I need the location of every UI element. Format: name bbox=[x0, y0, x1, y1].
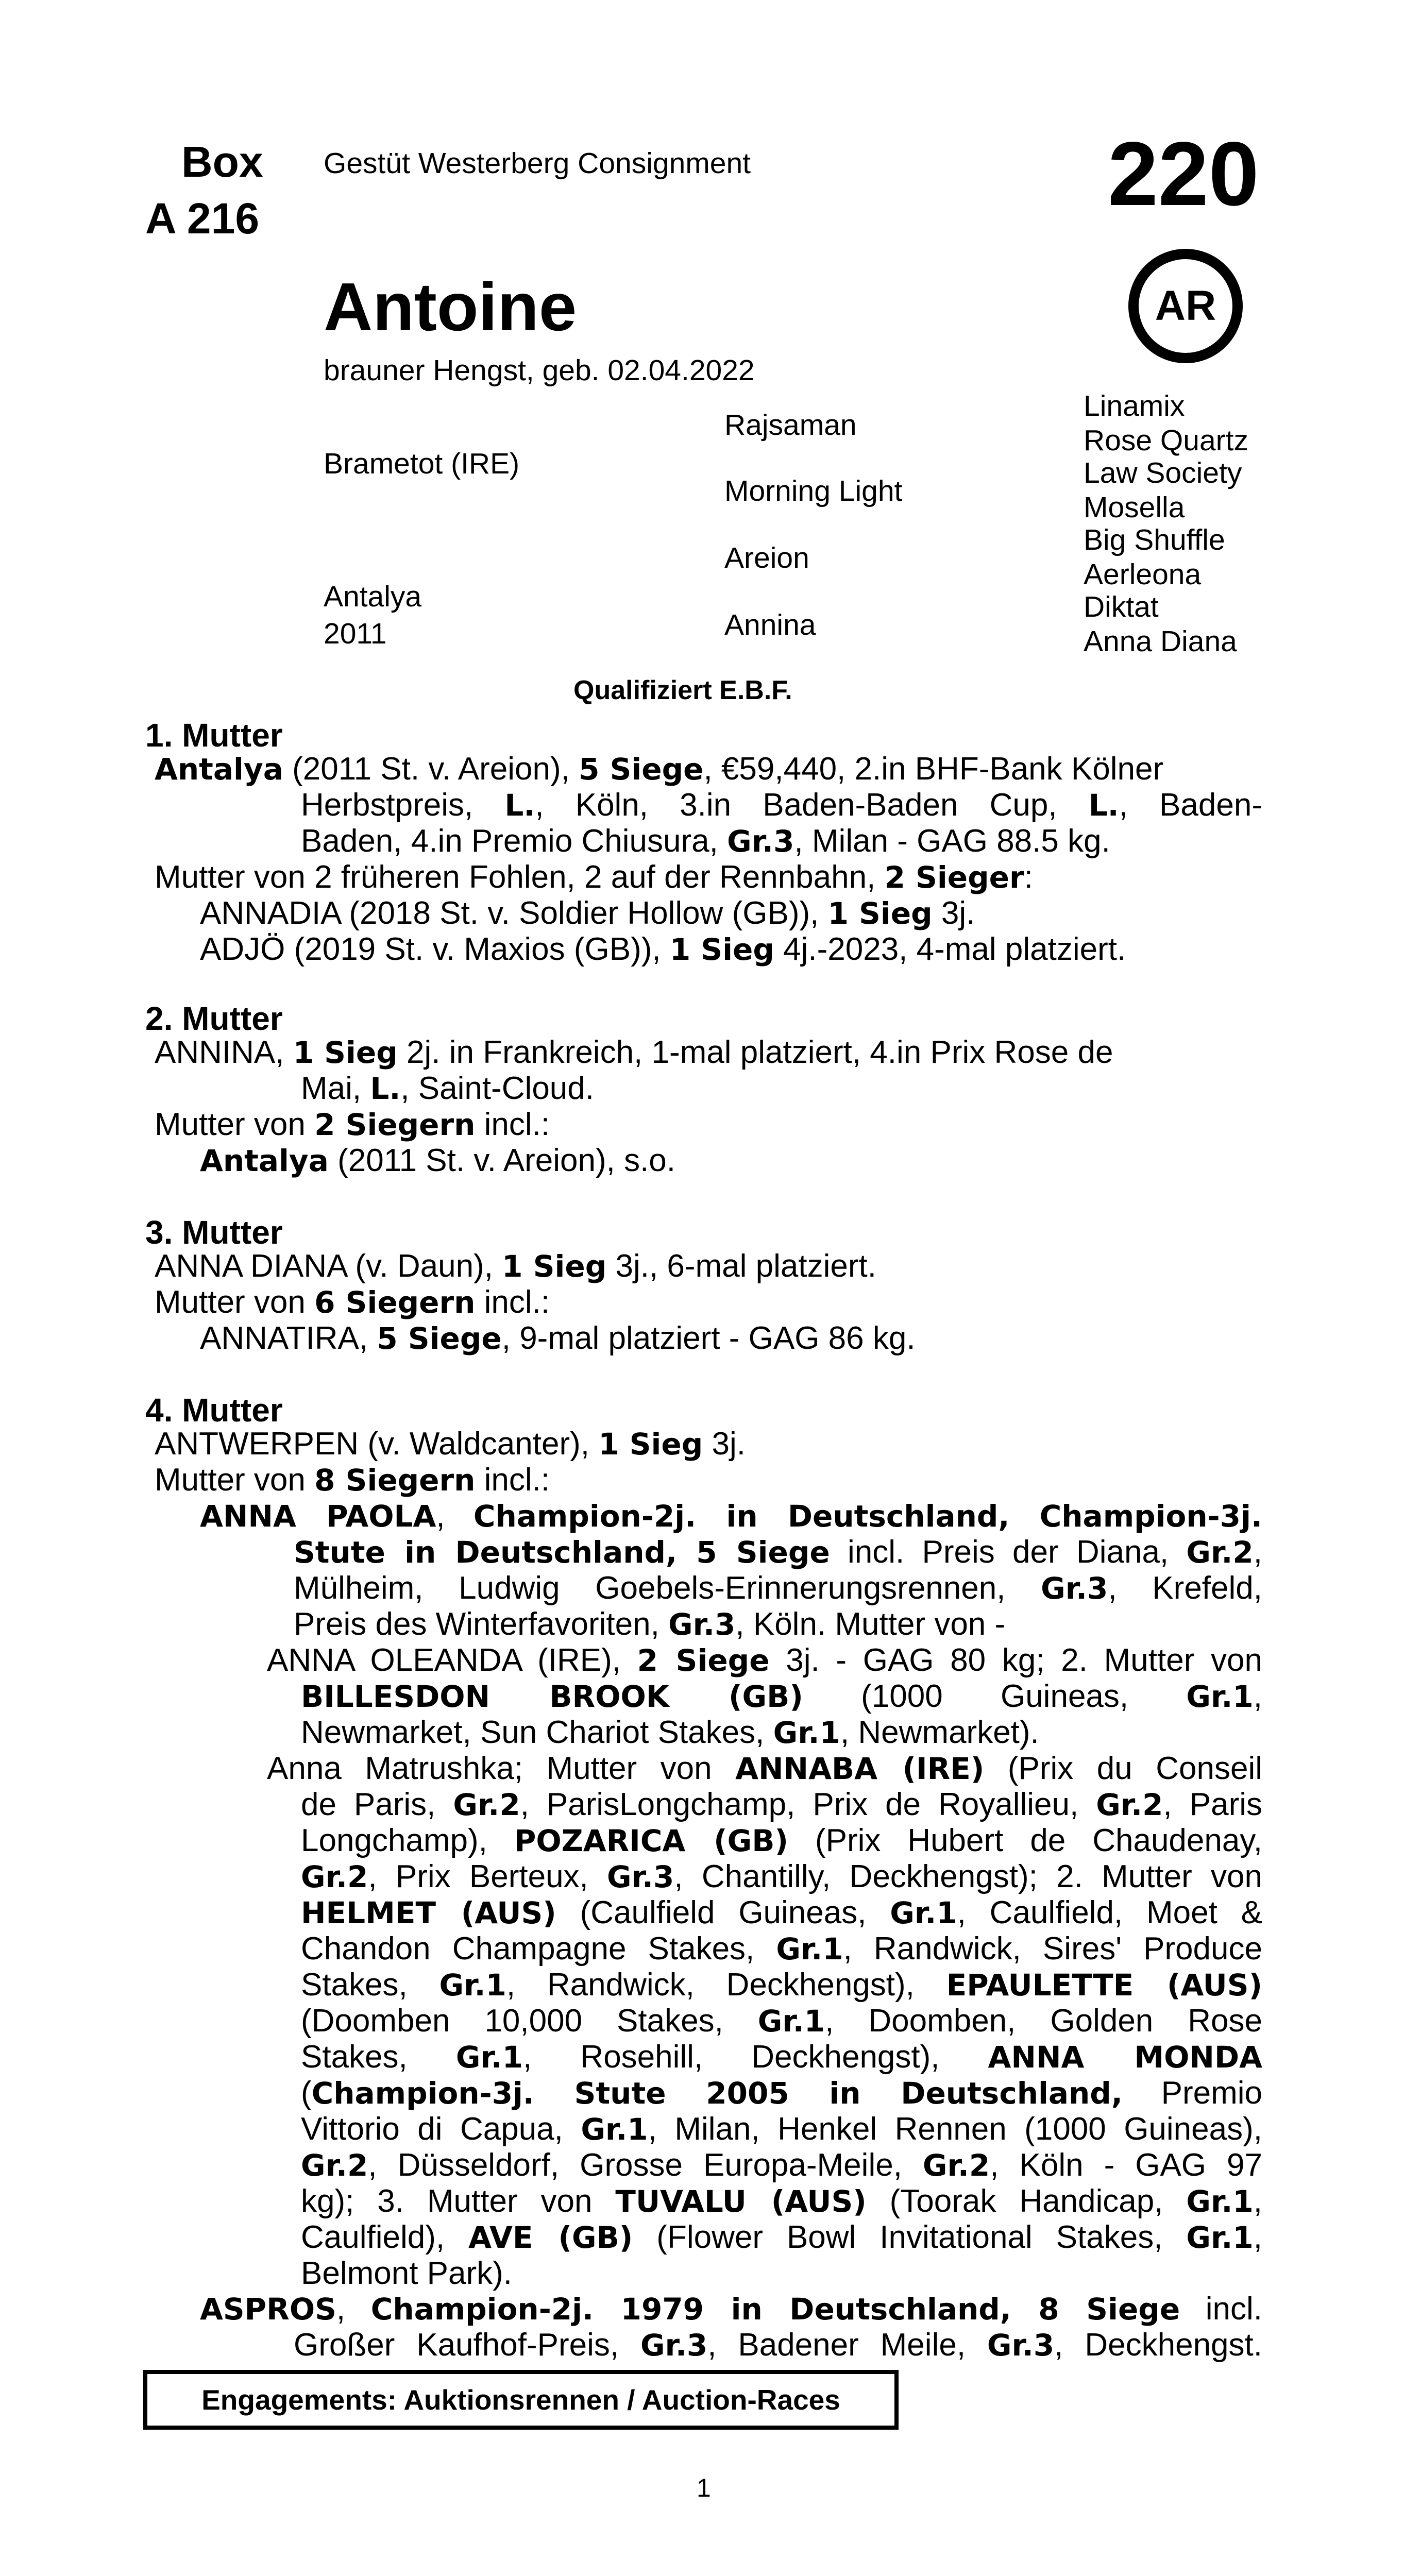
section-mutter4: ANTWERPEN (v. Waldcanter), 1 Sieg 3j. Mutter von 8 Siegern incl.: ANNA PAOLA, Champion-2j. in Deutschland, Champion-3j. Stute in Deutschland, 5 Siege incl. Preis der Diana, Gr.2, Mülheim, Ludwig Goebels-Erinnerungsrennen, Gr.3, Krefeld, Preis des Winterfavoriten, Gr.3, Köln. Mutter von - ANNA OLEANDA (IRE), 2 Siege 3j. - GAG 80 kg; 2. Mutter von BILLESDON BROOK (GB) (1000 Guineas, Gr.1, Newmarket, Sun Chariot Stakes, Gr.1, Newmarket). Anna Matrushka; Mutter von ANNABA (IRE) (Prix du Conseil de Paris, Gr.2, ParisLongchamp, Prix de Royallieu, Gr.2, Paris Longchamp), POZARICA (GB) (Prix Hubert de Chaudenay, Gr.2, Prix Berteux, Gr.3, Chantilly, Deckhengst); 2. Mutter von HELMET (AUS) (Caulfield Guineas, Gr.1, Caulfield, Moet & Chandon Champagne Stakes, Gr.1, Randwick, Sires' Produce Stakes, Gr.1, Randwick, Deckhengst), EPAULETTE (AUS) (Doomben 10,000 Stakes, Gr.1, Doomben, Golden Rose Stakes, Gr.1, Rosehill, Deckhengst), ANNA MONDA (Champion-3j. Stute 2005 in Deutschland, Premio Vittorio di Capua, Gr.1, Milan, Henkel Rennen (1000 Guineas), Gr.2, Düsseldorf, Grosse Europa-Meile, Gr.2, Köln - GAG 97 kg); 3. Mutter von TUVALU (AUS) (Toorak Handicap, Gr.1, Caulfield), AVE (GB) (Flower Bowl Invitational Stakes, Gr.1, Belmont Park). ASPROS, Champion-2j. 1979 in Deutschland, 8 Siege incl. Großer Kaufhof-Preis, Gr.3, Badener Meile, Gr.3, Deckhengst. bbox=[155, 1426, 1263, 2363]
pedigree-grandparent: Annina bbox=[724, 608, 816, 641]
pedigree-great-grandparent: Big Shuffle bbox=[1084, 523, 1225, 556]
horse-description: brauner Hengst, geb. 02.04.2022 bbox=[324, 354, 755, 387]
engagements-box bbox=[143, 2370, 899, 2430]
dam-name: Antalya bbox=[155, 752, 283, 787]
box-label: Box bbox=[181, 138, 263, 186]
consignor: Gestüt Westerberg Consignment bbox=[324, 147, 751, 180]
pedigree-grandparent: Rajsaman bbox=[724, 409, 857, 442]
page-number: 1 bbox=[697, 2473, 711, 2502]
qualification: Qualifiziert E.B.F. bbox=[573, 675, 792, 705]
pedigree-grandparent: Morning Light bbox=[724, 474, 903, 507]
section-heading-mutter1: 1. Mutter bbox=[145, 717, 283, 754]
pedigree-great-grandparent: Mosella bbox=[1084, 491, 1185, 524]
lot-number: 220 bbox=[1108, 124, 1259, 225]
pedigree-great-grandparent: Law Society bbox=[1084, 456, 1242, 489]
pedigree-great-grandparent: Linamix bbox=[1084, 389, 1185, 422]
ar-badge bbox=[1128, 249, 1243, 363]
pedigree-great-grandparent: Anna Diana bbox=[1084, 625, 1237, 658]
pedigree-great-grandparent: Rose Quartz bbox=[1084, 424, 1248, 457]
engagements-text: Engagements: Auktionsrennen / Auction-Races bbox=[201, 2384, 840, 2416]
section-mutter3: ANNA DIANA (v. Daun), 1 Sieg 3j., 6-mal platziert. Mutter von 6 Siegern incl.: ANNATIRA, 5 Siege, 9-mal platziert - GAG 86 kg. bbox=[155, 1248, 916, 1356]
horse-name: Antoine bbox=[324, 269, 577, 345]
section-heading-mutter2: 2. Mutter bbox=[145, 1000, 283, 1037]
pedigree-great-grandparent: Diktat bbox=[1084, 590, 1159, 623]
section-heading-mutter3: 3. Mutter bbox=[145, 1214, 283, 1251]
pedigree-dam-year: 2011 bbox=[324, 617, 387, 650]
pedigree-sire: Brametot (IRE) bbox=[324, 447, 520, 480]
box-number: A 216 bbox=[145, 194, 260, 243]
section-mutter2: ANNINA, 1 Sieg 2j. in Frankreich, 1-mal platziert, 4.in Prix Rose de Mai, L., Saint-Cloud. Mutter von 2 Siegern incl.: Antalya (2011 St. v. Areion), s.o. bbox=[155, 1035, 1113, 1178]
section-mutter1: Antalya (2011 St. v. Areion), 5 Siege, €59,440, 2.in BHF-Bank Kölner Herbstpreis, L., Köln, 3.in Baden-Baden Cup, L., Baden- Baden, 4.in Premio Chiusura, Gr.3, Milan - GAG 88.5 kg. Mutter von 2 früheren Fohlen, 2 auf der Rennbahn, 2 Sieger: ANNADIA (2018 St. v. Soldier Hollow (GB)), 1 Sieg 3j. ADJÖ (2019 St. v. Maxios (GB)), 1 Sieg 4j.-2023, 4-mal platziert. bbox=[155, 751, 1262, 967]
pedigree-great-grandparent: Aerleona bbox=[1084, 558, 1202, 591]
ar-badge-text: AR bbox=[1155, 282, 1216, 329]
pedigree-grandparent: Areion bbox=[724, 541, 809, 574]
pedigree-dam: Antalya bbox=[324, 580, 422, 613]
section-heading-mutter4: 4. Mutter bbox=[145, 1392, 283, 1429]
